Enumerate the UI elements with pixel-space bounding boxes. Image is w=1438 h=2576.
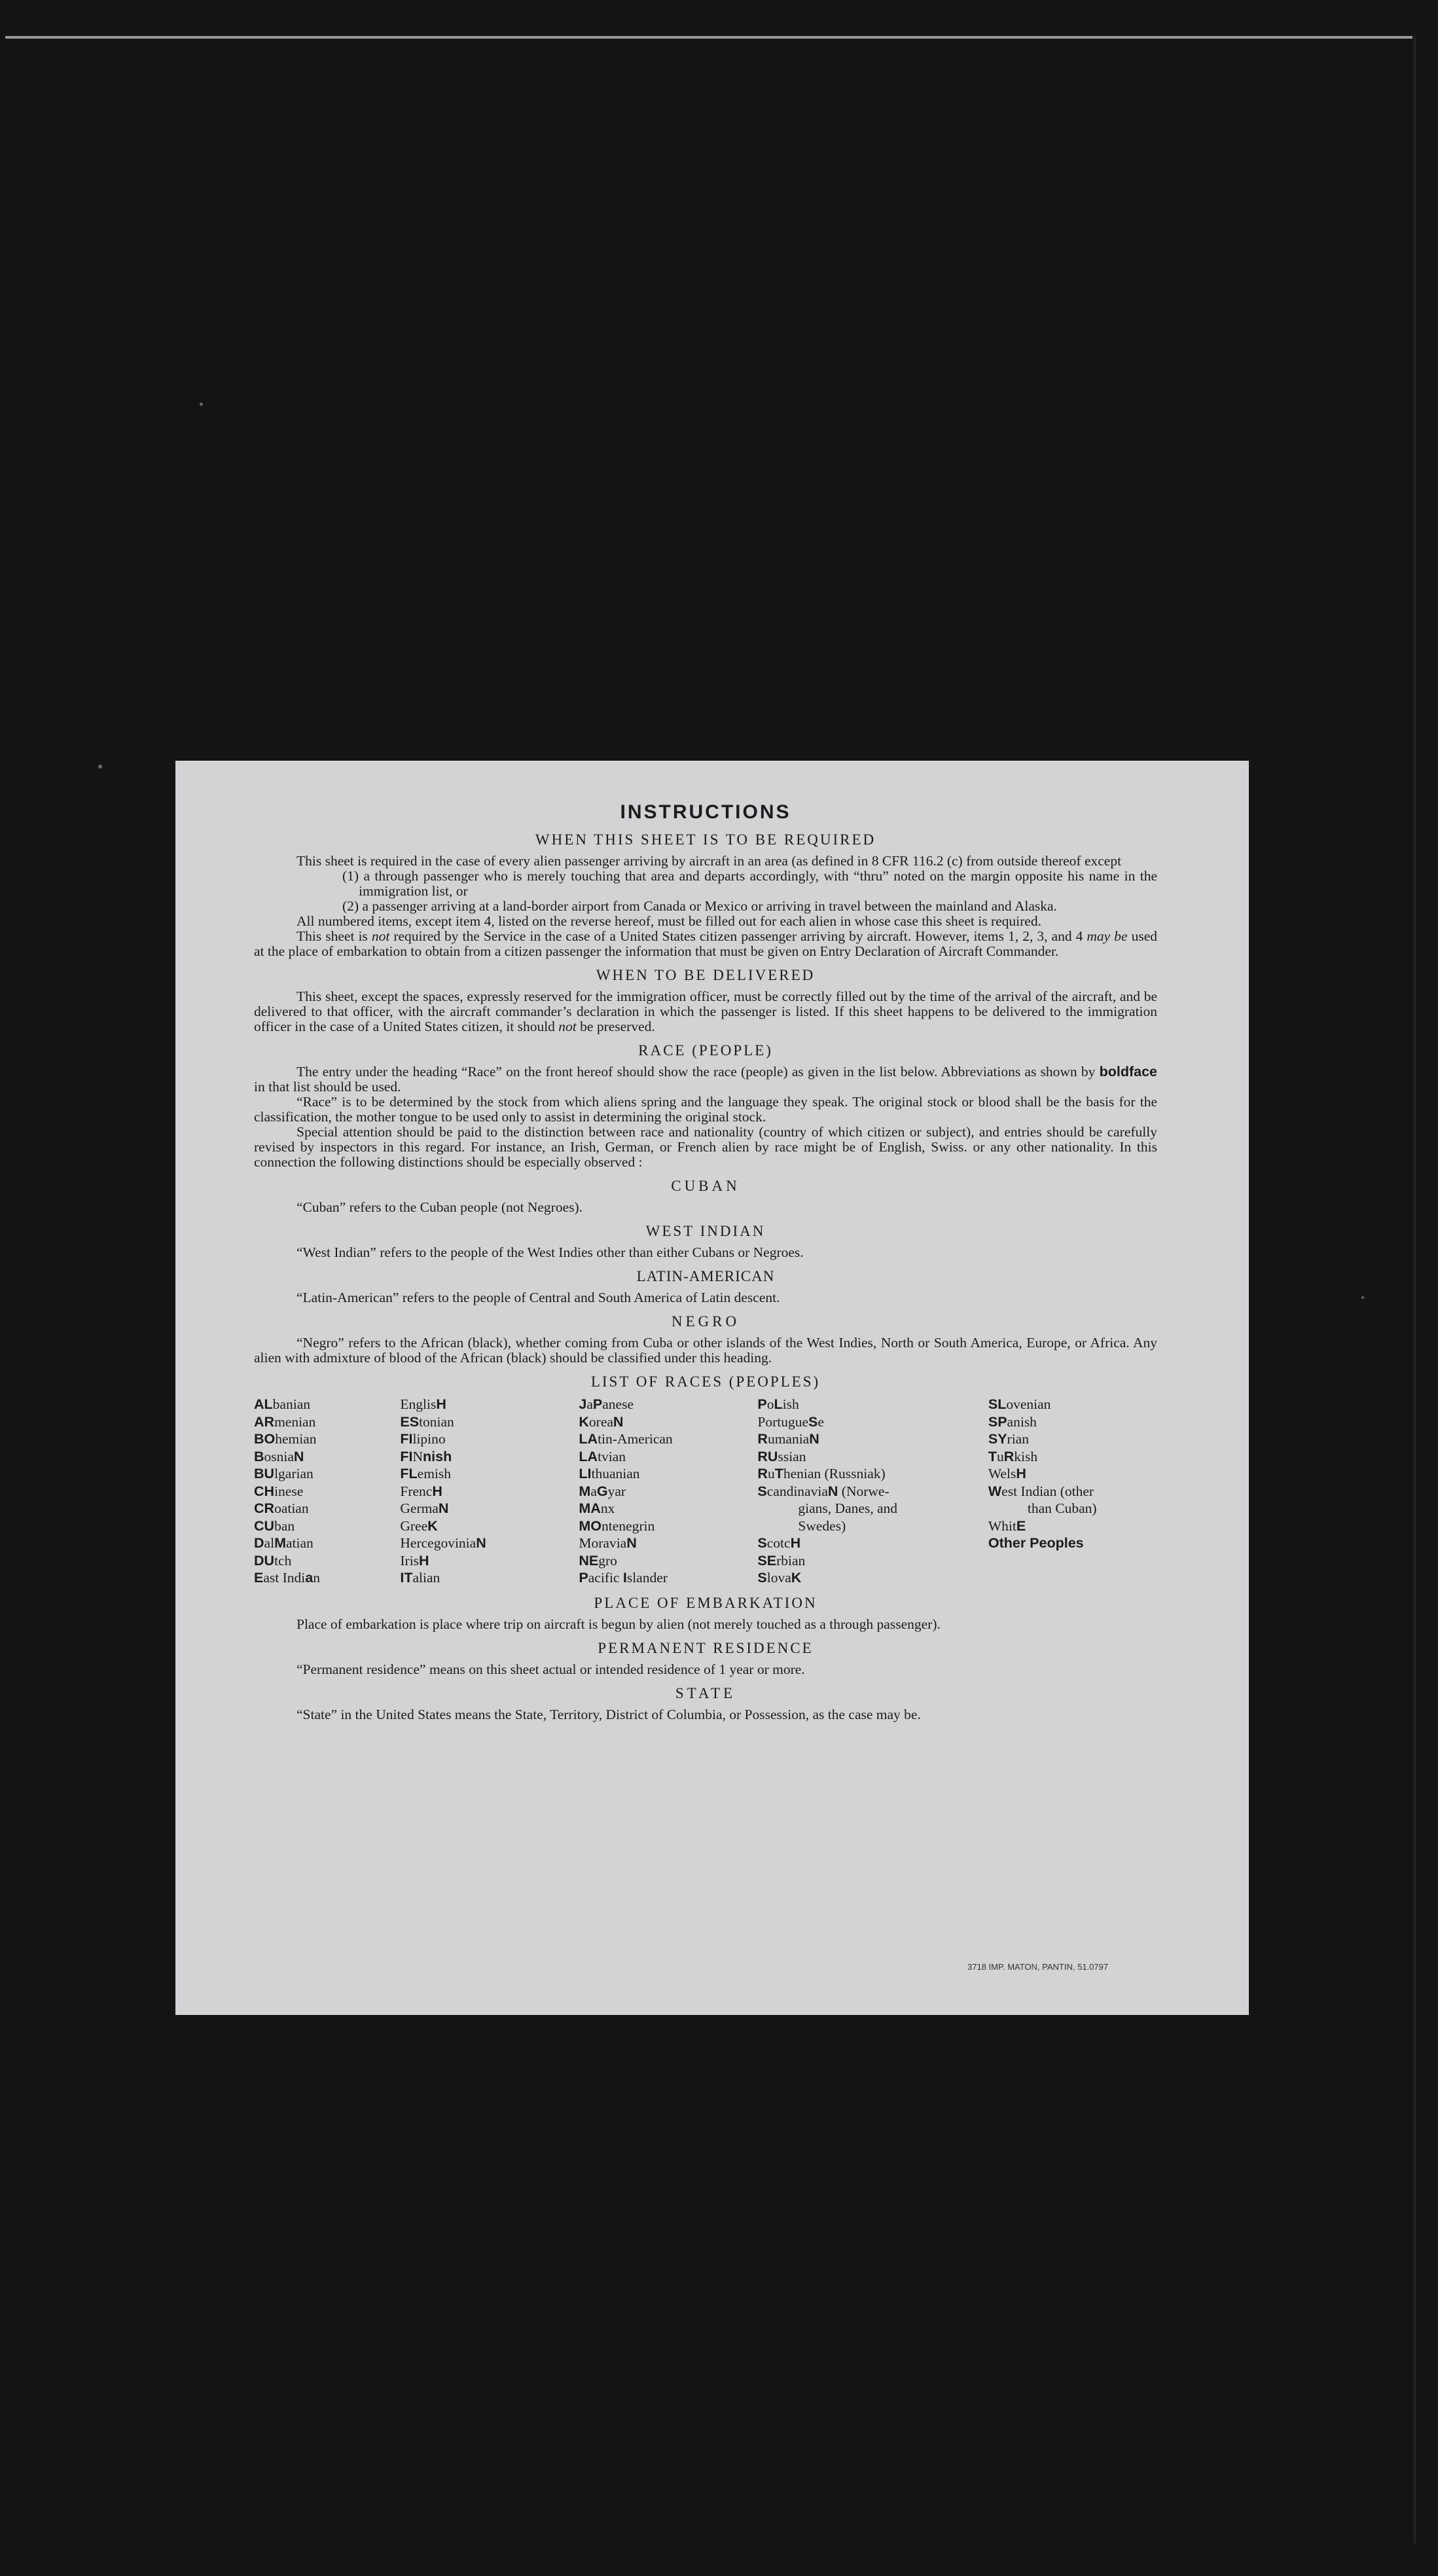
race-abbreviation: ES [400, 1413, 420, 1430]
paragraph-negro: “Negro” refers to the African (black), whether coming from Cuba or other islands of the West Indies, North or South America, Europe, or Africa. Any alien with admixture of blood of the African (black) should be classified under this heading. [254, 1335, 1157, 1366]
race-text: candinavia [766, 1483, 828, 1499]
race-abbreviation: K [579, 1413, 589, 1430]
paragraph-citizen: This sheet is not required by the Service in the case of a United States citizen passenger arriving by aircraft. However, items 1, 2, 3, and 4 may be used at the place of embarkation to obtain from a citizen passenger the information that must be given on Entry Declaration of Aircraft Commander. [254, 928, 1157, 959]
race-text: Whit [988, 1517, 1016, 1534]
race-entry [579, 1569, 757, 1587]
race-abbreviation: MA [579, 1500, 601, 1516]
race-text: a [590, 1483, 597, 1499]
race-text: tvian [598, 1448, 626, 1464]
race-abbreviation: R [757, 1466, 768, 1481]
race-abbreviation: N [626, 1535, 637, 1551]
paragraph-cuban: “Cuban” refers to the Cuban people (not Negroes). [297, 1199, 583, 1215]
race-abbreviation: H [432, 1483, 442, 1499]
paragraph-race: The entry under the heading “Race” on the front hereof should show the race (people) as given in the list below. Abbreviations as shown by boldface in that list should be used. [254, 1064, 1157, 1095]
race-abbreviation: DU [254, 1552, 275, 1569]
race-text: osnia [264, 1448, 294, 1464]
race-abbreviation: FL [400, 1466, 418, 1481]
race-text: Portugue [757, 1413, 809, 1430]
race-entry [400, 1465, 579, 1483]
exception-item-1: (1) a through passenger who is merely touching that area and departs accordingly, with “thru” noted on the margin opposite his name in the immigration list, or [342, 868, 1157, 899]
race-column-1 [254, 1396, 400, 1587]
paragraph-residence: “Permanent residence” means on this sheet actual or intended residence of 1 year or more. [297, 1661, 805, 1677]
race-text: ast Indi [263, 1570, 306, 1586]
race-text: ish [782, 1396, 799, 1412]
race-entry [254, 1569, 400, 1587]
race-text: est Indian (other [1001, 1483, 1094, 1499]
race-abbreviation: NE [579, 1552, 599, 1569]
race-text: umania [767, 1431, 810, 1447]
race-entry [400, 1483, 579, 1500]
heading-negro: NEGRO [671, 1313, 740, 1330]
race-abbreviation: R [1003, 1448, 1015, 1464]
race-abbreviation: AR [254, 1413, 275, 1430]
race-abbreviation: IT [400, 1570, 413, 1586]
race-text: banian [272, 1396, 310, 1412]
race-text: e [818, 1413, 824, 1430]
race-text: tin-American [598, 1431, 673, 1447]
heading-state: STATE [675, 1684, 736, 1701]
race-abbreviation: N [438, 1500, 449, 1516]
race-entry [757, 1534, 988, 1552]
race-text: acific [588, 1570, 623, 1586]
race-text: Moravia [579, 1535, 627, 1551]
race-text: anish [1007, 1413, 1037, 1430]
race-column-2 [400, 1396, 579, 1587]
race-column-3 [579, 1396, 757, 1587]
heading-latin-american: LATIN-AMERICAN [636, 1268, 775, 1284]
race-text: Hercegovinia [400, 1535, 476, 1551]
race-text: nx [600, 1500, 615, 1516]
race-abbreviation: SL [988, 1396, 1007, 1412]
race-abbreviation: SE [757, 1552, 777, 1569]
race-abbreviation: FI [400, 1448, 413, 1464]
race-text: N [412, 1448, 423, 1464]
race-entry [757, 1517, 988, 1535]
race-text: Englis [400, 1396, 437, 1412]
race-entry [254, 1517, 400, 1535]
race-abbreviation: M [579, 1483, 591, 1499]
race-abbreviation: I [622, 1570, 627, 1586]
race-text: Gree [400, 1517, 428, 1534]
paragraph-west-indian: “West Indian” refers to the people of the West Indies other than either Cubans or Negroes. [297, 1244, 804, 1260]
race-entry [400, 1569, 579, 1587]
race-abbreviation: nish [423, 1448, 452, 1464]
race-text: thuanian [591, 1466, 640, 1481]
race-entry [757, 1552, 988, 1570]
race-text: yar [607, 1483, 626, 1499]
race-text: ssian [778, 1448, 806, 1464]
race-abbreviation: CH [254, 1483, 275, 1499]
race-column-5 [988, 1396, 1157, 1587]
paragraph-embarkation: Place of embarkation is place where trip on aircraft is begun by alien (not merely touched as a through passenger). [297, 1616, 941, 1632]
race-entry [254, 1483, 400, 1500]
race-abbreviation: E [1016, 1517, 1026, 1534]
race-abbreviation: LI [579, 1466, 592, 1481]
race-text: alian [412, 1570, 440, 1586]
race-abbreviation: SY [988, 1431, 1007, 1447]
race-entry [579, 1465, 757, 1483]
race-text: Iris [400, 1552, 420, 1569]
paragraph-state: “State” in the United States means the State, Territory, District of Columbia, or Possession, as the case may be. [297, 1706, 921, 1722]
paragraph-numbered-items: All numbered items, except item 4, listed on the reverse hereof, must be filled out for each alien in whose case this sheet is required. [297, 913, 1041, 929]
dust-speck [200, 403, 203, 406]
race-text: ntenegrin [602, 1517, 655, 1534]
printer-imprint: 3718 IMP. MATON, PANTIN, 51.0797 [967, 1962, 1109, 1972]
race-entry [757, 1500, 988, 1517]
race-entry [400, 1448, 579, 1466]
race-entry [254, 1448, 400, 1466]
race-entry [579, 1413, 757, 1431]
race-entry [988, 1413, 1157, 1431]
race-abbreviation: BU [254, 1466, 275, 1481]
race-entry [254, 1413, 400, 1431]
race-abbreviation: P [757, 1396, 767, 1412]
race-entry [254, 1500, 400, 1517]
race-entry [400, 1396, 579, 1413]
race-text: gians, Danes, and [798, 1500, 898, 1516]
race-text: tch [274, 1552, 292, 1569]
race-text: rian [1007, 1431, 1029, 1447]
heading-required: WHEN THIS SHEET IS TO BE REQUIRED [535, 831, 876, 848]
paragraph-required: This sheet is required in the case of every alien passenger arriving by aircraft in an area (as defined in 8 CFR 116.2 (c) from outside thereof except [297, 853, 1122, 869]
race-abbreviation: LA [579, 1431, 598, 1447]
race-column-4 [757, 1396, 988, 1587]
race-text: cotc [766, 1535, 791, 1551]
race-entry [400, 1500, 579, 1517]
race-abbreviation: BO [254, 1431, 276, 1447]
heading-west-indian: WEST INDIAN [645, 1223, 766, 1239]
race-entry [579, 1517, 757, 1535]
race-abbreviation: Other Peoples [988, 1535, 1084, 1551]
race-abbreviation: P [579, 1570, 588, 1586]
race-text: inese [274, 1483, 304, 1499]
race-abbreviation: G [596, 1483, 608, 1499]
heading-race: RACE (PEOPLE) [638, 1042, 773, 1059]
race-text: Wels [988, 1466, 1016, 1481]
heading-embarkation: PLACE OF EMBARKATION [594, 1594, 818, 1611]
race-text: gro [598, 1552, 617, 1569]
heading-residence: PERMANENT RESIDENCE [598, 1639, 814, 1656]
race-abbreviation: T [774, 1466, 783, 1481]
race-entry [254, 1430, 400, 1448]
race-text: Germa [400, 1500, 439, 1516]
race-abbreviation: CR [254, 1500, 275, 1516]
race-text: tonian [419, 1413, 454, 1430]
race-entry [988, 1430, 1157, 1448]
race-entry [254, 1465, 400, 1483]
race-abbreviation: CU [254, 1517, 275, 1534]
paragraph-race-stock: “Race” is to be determined by the stock from which aliens spring and the language they speak. The original stock or blood shall be the basis for the classification, the mother tongue to be used only to assist in determining the original stock. [254, 1094, 1157, 1125]
race-entry [757, 1465, 988, 1483]
scan-right-edge [1414, 36, 1416, 2543]
race-abbreviation: H [436, 1396, 446, 1412]
race-text: rbian [776, 1552, 806, 1569]
race-entry [579, 1396, 757, 1413]
race-abbreviation: E [254, 1570, 264, 1586]
paragraph-delivered: This sheet, except the spaces, expressly reserved for the immigration officer, must be correctly filled out by the time of the arrival of the aircraft, and be delivered to that officer, with the aircraft commander’s declaration in which the passenger is listed. If this sheet happens to be delivered to the immigration officer in the case of a United States citizen, it should not be preserved. [254, 989, 1157, 1034]
document-title: INSTRUCTIONS [620, 801, 791, 823]
race-abbreviation: S [757, 1535, 767, 1551]
race-entry [579, 1534, 757, 1552]
race-abbreviation: SP [988, 1413, 1007, 1430]
dust-speck [98, 765, 102, 769]
dust-speck [1361, 1296, 1364, 1299]
race-entry [254, 1534, 400, 1552]
race-entry [254, 1552, 400, 1570]
race-text: lgarian [274, 1466, 314, 1481]
heading-delivered: WHEN TO BE DELIVERED [596, 967, 816, 983]
race-abbreviation: N [827, 1483, 838, 1499]
race-entry [400, 1517, 579, 1535]
race-text: Frenc [400, 1483, 433, 1499]
race-text: o [766, 1396, 774, 1412]
race-entry [757, 1569, 988, 1587]
race-text: menian [274, 1413, 316, 1430]
race-abbreviation: S [757, 1483, 767, 1499]
race-text: Swedes) [798, 1517, 846, 1534]
race-abbreviation: LA [579, 1448, 598, 1464]
race-abbreviation: H [419, 1552, 429, 1569]
race-entry [400, 1552, 579, 1570]
race-entry [579, 1500, 757, 1517]
race-abbreviation: FI [400, 1431, 413, 1447]
race-entry [579, 1430, 757, 1448]
race-entry [400, 1413, 579, 1431]
race-entry [757, 1483, 988, 1500]
race-text: slander [626, 1570, 668, 1586]
race-abbreviation: J [579, 1396, 587, 1412]
race-entry [988, 1500, 1157, 1517]
race-entry [757, 1430, 988, 1448]
race-abbreviation: N [809, 1431, 819, 1447]
race-text: orea [588, 1413, 613, 1430]
instructions-sheet [175, 761, 1249, 2015]
race-abbreviation: RU [757, 1448, 778, 1464]
race-abbreviation: N [293, 1448, 304, 1464]
race-abbreviation: R [757, 1431, 768, 1447]
race-text: al [264, 1535, 275, 1551]
race-entry [254, 1396, 400, 1413]
race-text: hemian [275, 1431, 317, 1447]
race-entry [988, 1448, 1157, 1466]
race-abbreviation: a [305, 1570, 314, 1586]
heading-list-of-races: LIST OF RACES (PEOPLES) [590, 1373, 821, 1390]
race-abbreviation: B [254, 1448, 264, 1464]
race-entry [579, 1552, 757, 1570]
race-text: atian [285, 1535, 314, 1551]
race-list [254, 1396, 1157, 1587]
race-text: lova [766, 1570, 791, 1586]
race-abbreviation: P [592, 1396, 603, 1412]
race-abbreviation: W [988, 1483, 1002, 1499]
race-entry [757, 1396, 988, 1413]
race-text: u [767, 1466, 775, 1481]
race-entry [757, 1448, 988, 1466]
race-abbreviation: L [774, 1396, 783, 1412]
paragraph-latin-american: “Latin-American” refers to the people of Central and South America of Latin descent. [297, 1290, 780, 1305]
race-abbreviation: N [613, 1413, 624, 1430]
race-abbreviation: D [254, 1535, 264, 1551]
race-entry [579, 1483, 757, 1500]
race-entry [988, 1534, 1157, 1552]
race-abbreviation: H [790, 1535, 801, 1551]
race-text: u [997, 1448, 1004, 1464]
race-text: lipino [412, 1431, 446, 1447]
race-entry [988, 1483, 1157, 1500]
race-entry [400, 1430, 579, 1448]
race-entry [757, 1413, 988, 1431]
race-text: n [313, 1570, 320, 1586]
scan-top-edge [5, 36, 1412, 39]
race-text: anese [602, 1396, 634, 1412]
race-text: emish [417, 1466, 452, 1481]
race-abbreviation: M [274, 1535, 286, 1551]
race-abbreviation: S [808, 1413, 818, 1430]
race-abbreviation: AL [254, 1396, 273, 1412]
race-entry [579, 1448, 757, 1466]
race-abbreviation: MO [579, 1517, 602, 1534]
race-text: oatian [274, 1500, 309, 1516]
race-entry [400, 1534, 579, 1552]
race-entry [988, 1465, 1157, 1483]
race-entry [988, 1517, 1157, 1535]
race-text: ovenian [1006, 1396, 1051, 1412]
exception-item-2: (2) a passenger arriving at a land-border airport from Canada or Mexico or arriving in travel between the mainland and Alaska. [342, 898, 1057, 914]
race-text: (Norwe- [838, 1483, 890, 1499]
race-abbreviation: K [427, 1517, 438, 1534]
heading-cuban: CUBAN [671, 1178, 740, 1194]
race-text: than Cuban) [1027, 1500, 1097, 1516]
race-abbreviation: H [1016, 1466, 1026, 1481]
race-text: henian (Russniak) [783, 1466, 886, 1481]
race-text: ban [274, 1517, 295, 1534]
race-entry [988, 1396, 1157, 1413]
race-abbreviation: S [757, 1570, 767, 1586]
paragraph-race-special: Special attention should be paid to the distinction between race and nationality (country of which citizen or subject), and entries should be carefully revised by inspectors in this regard. For instance, an Irish, German, or French alien by race might be of English, Swiss. or any other nationality. In this connection the following distinctions should be especially observed : [254, 1124, 1157, 1170]
race-abbreviation: K [791, 1570, 802, 1586]
race-abbreviation: T [988, 1448, 997, 1464]
race-text: a [586, 1396, 593, 1412]
race-abbreviation: N [476, 1535, 486, 1551]
race-text: kish [1014, 1448, 1038, 1464]
